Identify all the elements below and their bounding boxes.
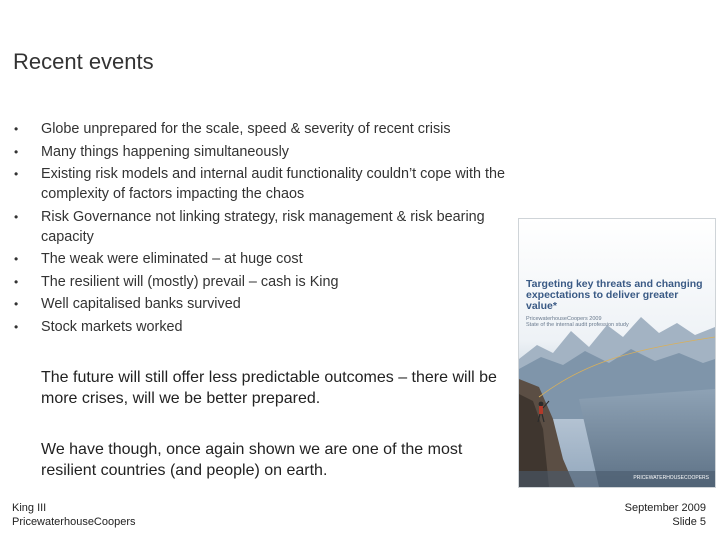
bullet-text: Stock markets worked [41, 318, 183, 335]
footer-slide-number: Slide 5 [672, 516, 706, 528]
footer-project: King III [12, 502, 47, 514]
bullet-text: Globe unprepared for the scale, speed & severity of recent crisis [41, 121, 451, 137]
footer-left [12, 501, 136, 529]
bullet-text: Well capitalised banks survived [41, 296, 241, 312]
footer-date: September 2009 [624, 502, 706, 514]
outlook-paragraph: The future will still offer less predictable outcomes – there will be more crises, will we be better prepared. [41, 369, 497, 407]
footer-right [625, 501, 706, 529]
report-cover-image [518, 218, 716, 488]
bullet-item [12, 272, 512, 292]
bullet-item [12, 119, 512, 139]
bullet-text: The resilient will (mostly) prevail – cash is King [41, 273, 339, 290]
footer-company: PricewaterhouseCoopers [12, 516, 136, 528]
cover-headline: Targeting key threats and changing expectations to deliver greater value* [526, 278, 703, 312]
bullet-text: Existing risk models and internal audit functionality couldn’t cope with the complexity of factors impacting the chaos [41, 166, 505, 202]
bullet-item [12, 317, 512, 337]
bullet-marker: • [14, 209, 19, 224]
bullet-marker: • [14, 252, 19, 266]
slide-title: Recent events [13, 49, 154, 74]
bullet-item [12, 207, 512, 247]
bullet-list [12, 119, 512, 339]
cover-logo: PRICEWATERHOUSECOOPERS [633, 475, 709, 481]
bullet-item [12, 142, 512, 162]
bullet-text: Many things happening simultaneously [41, 143, 289, 160]
bullet-text: Risk Governance not linking strategy, risk management & risk bearing capacity [41, 208, 485, 245]
resilience-paragraph: We have though, once again shown we are one of the most resilient countries (and people) on earth. [41, 441, 463, 479]
cover-artwork [519, 219, 715, 487]
cover-subline [526, 316, 711, 328]
bullet-marker: • [14, 167, 19, 181]
bullet-item [12, 164, 512, 204]
bullet-text: The weak were eliminated – at huge cost [41, 251, 303, 267]
bullet-marker: • [14, 319, 19, 334]
bullet-item [12, 249, 512, 269]
bullet-item [12, 294, 512, 314]
bullet-marker: • [14, 144, 19, 159]
cover-subline-publisher: PricewaterhouseCoopers 2009 [526, 316, 602, 322]
bullet-marker: • [14, 122, 19, 136]
bullet-marker: • [14, 297, 19, 311]
cover-subline-study: State of the internal audit profession study [526, 322, 629, 328]
bullet-marker: • [14, 274, 19, 289]
